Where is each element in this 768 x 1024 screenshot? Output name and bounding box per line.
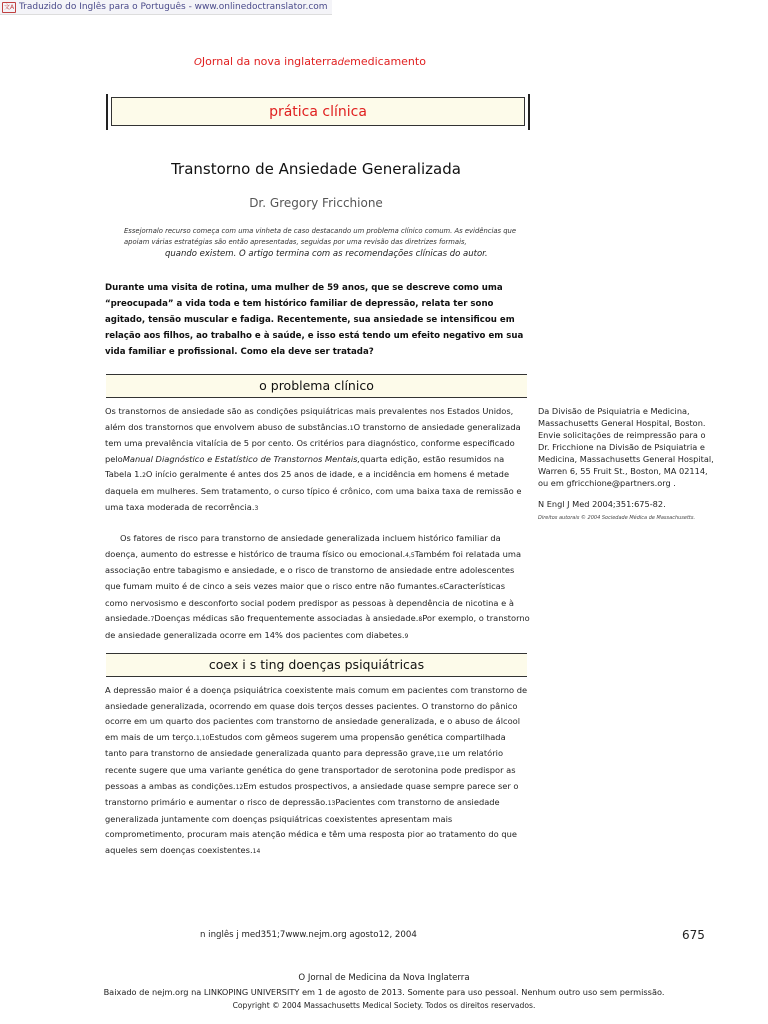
reference-mark: 1,10: [195, 734, 210, 742]
text: Em estudos prospectivos, a ansiedade quase sempre parece ser o transtorno primário e aumentar o risco de depressão.: [105, 780, 519, 808]
section-heading-coexisting-disorders: coex i s ting doenças psiquiátricas: [106, 653, 527, 677]
reference-mark: 2: [142, 472, 146, 480]
download-journal-name: O Jornal de Medicina da Nova Inglaterra: [298, 973, 470, 983]
text: O transtorno de ansiedade generalizada tem uma prevalência vitalícia de 5 por cento. Os critérios para diagnóstico, conforme especificado pelo: [105, 421, 521, 464]
reference-mark: 1: [349, 424, 354, 432]
page-number: 675: [682, 928, 705, 942]
paragraph: [105, 531, 530, 644]
download-notice: Baixado de nejm.org na LINKOPING UNIVERSITY em 1 de agosto de 2013. Somente para uso pessoal. Nenhum outro uso sem permissão.: [103, 987, 665, 997]
reference-mark: 13: [327, 800, 336, 808]
section-banner: [106, 94, 530, 130]
reference-mark: 9: [404, 632, 409, 640]
text: Por exemplo, o transtorno de ansiedade generalizada ocorre em 14% dos pacientes com diabetes.: [105, 613, 530, 640]
section-clinical-problem-body: [105, 404, 530, 644]
author-name: Dr. Gregory Fricchione: [249, 196, 383, 210]
text: Pacientes com transtorno de ansiedade generalizada juntamente com doenças psiquiátricas coexistentes apresentam mais comprometimento, procuram mais atenção médica e têm uma resposta pior ao tratamento do que aqueles sem doenças coexistentes.: [105, 797, 518, 855]
article-title: Transtorno de Ansiedade Generalizada: [171, 160, 461, 178]
text: A depressão maior é a doença psiquiátrica coexistente mais comum em pacientes com transtorno de ansiedade generalizada, ocorrendo em quase dois terços desses pacientes. O transtorno do pânico ocorre em um quarto dos pacientes com transtorno de ansiedade generalizada, e o abuso de álcool em mais de um terço.: [105, 685, 528, 742]
reference-mark: 6: [439, 583, 444, 591]
journal-name: [0, 55, 620, 68]
journal-name-part1: Jornal da nova inglaterra: [201, 55, 338, 68]
paragraph: [105, 404, 530, 516]
translator-bar[interactable]: [0, 0, 332, 15]
author-affiliation: Da Divisão de Psiquiatria e Medicina, Massachusetts General Hospital, Boston. Envie solicitações de reimpressão para o Dr. Fricchione na Divisão de Psiquiatria e Medicina, Massachusetts General Hospital, Warren 6, 55 Fruit St., Boston, MA 02114, ou em gfricchione@partners.org .: [538, 406, 714, 488]
section-heading-clinical-problem: o problema clínico: [106, 374, 527, 398]
reference-mark: 4,5: [405, 551, 415, 559]
reference-mark: 3: [254, 504, 259, 512]
text: Também foi relatada uma associação entre tabagismo e ansiedade, e o risco de transtorno de ansiedade entre adolescentes que fumam muito é de cinco a seis vezes maior que o risco entre não fumantes.: [105, 548, 522, 591]
book-title: Manual Diagnóstico e Estatístico de Transtornos Mentais,: [122, 453, 361, 464]
text: e um relatório recente sugere que uma variante genética do gene transportador de serotonina pode predispor as pessoas a ambas as condições.: [105, 748, 516, 791]
reference-mark: 14: [252, 847, 261, 855]
text: Doenças médicas são frequentemente associadas à ansiedade.: [154, 613, 419, 624]
intro-part-c: o recurso começa com uma vinheta de caso destacando um problema clínico comum. As evidências que apoiam várias estratégias são então apresentadas, seguidas por uma revisão das diretrizes formais,: [124, 227, 517, 246]
reference-mark: 8: [418, 616, 423, 624]
intro-part-b: jornal: [139, 227, 159, 235]
citation: N Engl J Med 2004;351:675-82.: [538, 499, 666, 509]
journal-name-part2: medicamento: [350, 55, 426, 68]
journal-name-initial: O: [194, 57, 202, 68]
text: Estudos com gêmeos sugerem uma propensão genética compartilhada tanto para transtorno de ansiedade generalizada quanto para depressão grave,: [105, 731, 506, 759]
section-banner-label: prática clínica: [111, 97, 525, 126]
text: Os transtornos de ansiedade são as condições psiquiátricas mais prevalentes nos Estados Unidos, além dos transtornos que envolvem abuso de substâncias.: [105, 406, 514, 432]
section-coexisting-body: [105, 683, 530, 860]
text: Características como nervosismo e desconforto social podem predispor as pessoas à dependência de nicotina e à ansiedade.: [105, 580, 514, 624]
intro-note-last-line: quando existem. O artigo termina com as recomendações clínicas do autor.: [165, 249, 488, 259]
reference-mark: 12: [235, 783, 244, 791]
reference-mark: 11: [436, 751, 445, 759]
text: Os fatores de risco para transtorno de ansiedade generalizada incluem histórico familiar da doença, aumento do estresse e histórico de trauma físico ou emocional.: [105, 533, 501, 559]
copyright-note: Direitos autorais © 2004 Sociedade Médica de Massachusetts.: [538, 515, 696, 521]
translator-link[interactable]: Traduzido do Inglês para o Português - www.onlinedoctranslator.com: [19, 2, 328, 12]
reference-mark: 7: [150, 616, 155, 624]
text: O início geralmente é antes dos 25 anos de idade, e a incidência em homens é metade daquela em mulheres. Sem tratamento, o curso típico é crônico, com uma baixa taxa de remissão e uma taxa moderada de recorrência.: [105, 469, 522, 512]
case-vignette: Durante uma visita de rotina, uma mulher de 59 anos, que se descreve como uma “preocupada” a vida toda e tem histórico familiar de depressão, relata ter sono agitado, tensão muscular e fadiga. Recentemente, sua ansiedade se intensificou em relação aos filhos, ao trabalho e à saúde, e isso está tendo um efeito negativo em sua vida familiar e profissional. Como ela deve ser tratada?: [105, 283, 524, 357]
running-footer: n inglês j med351;7www.nejm.org agosto12, 2004: [200, 930, 417, 940]
intro-part-a: Esse: [124, 227, 140, 235]
copyright-notice: Copyright © 2004 Massachusetts Medical Society. Todos os direitos reservados.: [232, 1001, 536, 1010]
journal-name-de: de: [337, 57, 351, 68]
text: quarta edição, estão resumidos na Tabela 1.: [105, 453, 505, 480]
paragraph: [105, 683, 530, 860]
intro-note: [124, 226, 519, 248]
translate-icon: 文A: [3, 3, 15, 11]
